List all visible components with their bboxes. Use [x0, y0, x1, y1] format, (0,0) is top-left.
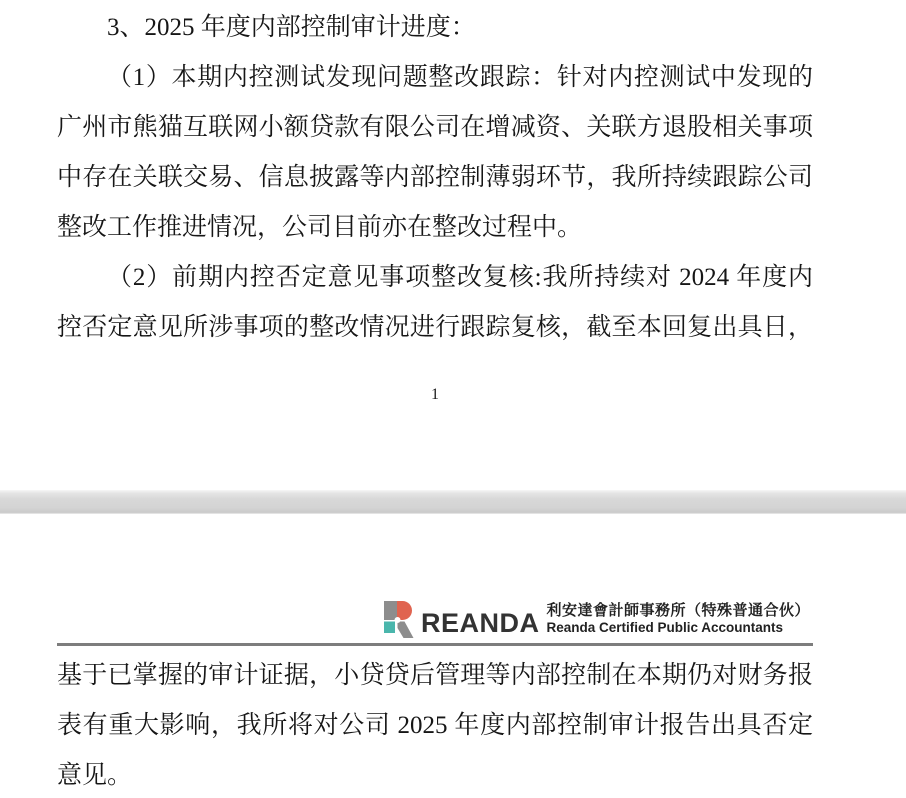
firm-name-block: [546, 603, 810, 636]
text-line: 意见。: [57, 762, 133, 789]
text-line: 基于已掌握的审计证据，小贷贷后管理等内部控制在本期仍对财务报: [57, 662, 813, 689]
text-line: （1）本期内控测试发现问题整改跟踪：针对内控测试中发现的: [107, 64, 813, 91]
page-2: [0, 514, 906, 798]
text-line: 表有重大影响，我所将对公司 2025 年度内部控制审计报告出具否定: [57, 712, 813, 739]
reanda-logo-mark-icon: [384, 601, 414, 638]
page-number: 1: [431, 386, 439, 403]
page-2-body: [57, 651, 813, 798]
firm-name-en: Reanda Certified Public Accountants: [546, 620, 784, 636]
text-line: 控否定意见所涉事项的整改情况进行跟踪复核，截至本回复出具日，: [57, 314, 813, 341]
section-heading: 3、2025 年度内部控制审计进度：: [107, 14, 476, 41]
text-line: 整改工作推进情况，公司目前亦在整改过程中。: [57, 214, 583, 241]
letterhead-rule: [57, 643, 813, 646]
text-line: 中存在关联交易、信息披露等内部控制薄弱环节，我所持续跟踪公司: [57, 164, 813, 191]
page-separator: [0, 490, 906, 515]
firm-name-cn: 利安達會計師事務所（特殊普通合伙）: [546, 603, 810, 620]
text-line: 广州市熊猫互联网小额贷款有限公司在增减资、关联方退股相关事项: [57, 114, 813, 141]
text-line: （2）前期内控否定意见事项整改复核:我所持续对 2024 年度内: [107, 264, 813, 291]
brand-name: REANDA: [420, 608, 540, 638]
letterhead-logo: [384, 601, 810, 638]
